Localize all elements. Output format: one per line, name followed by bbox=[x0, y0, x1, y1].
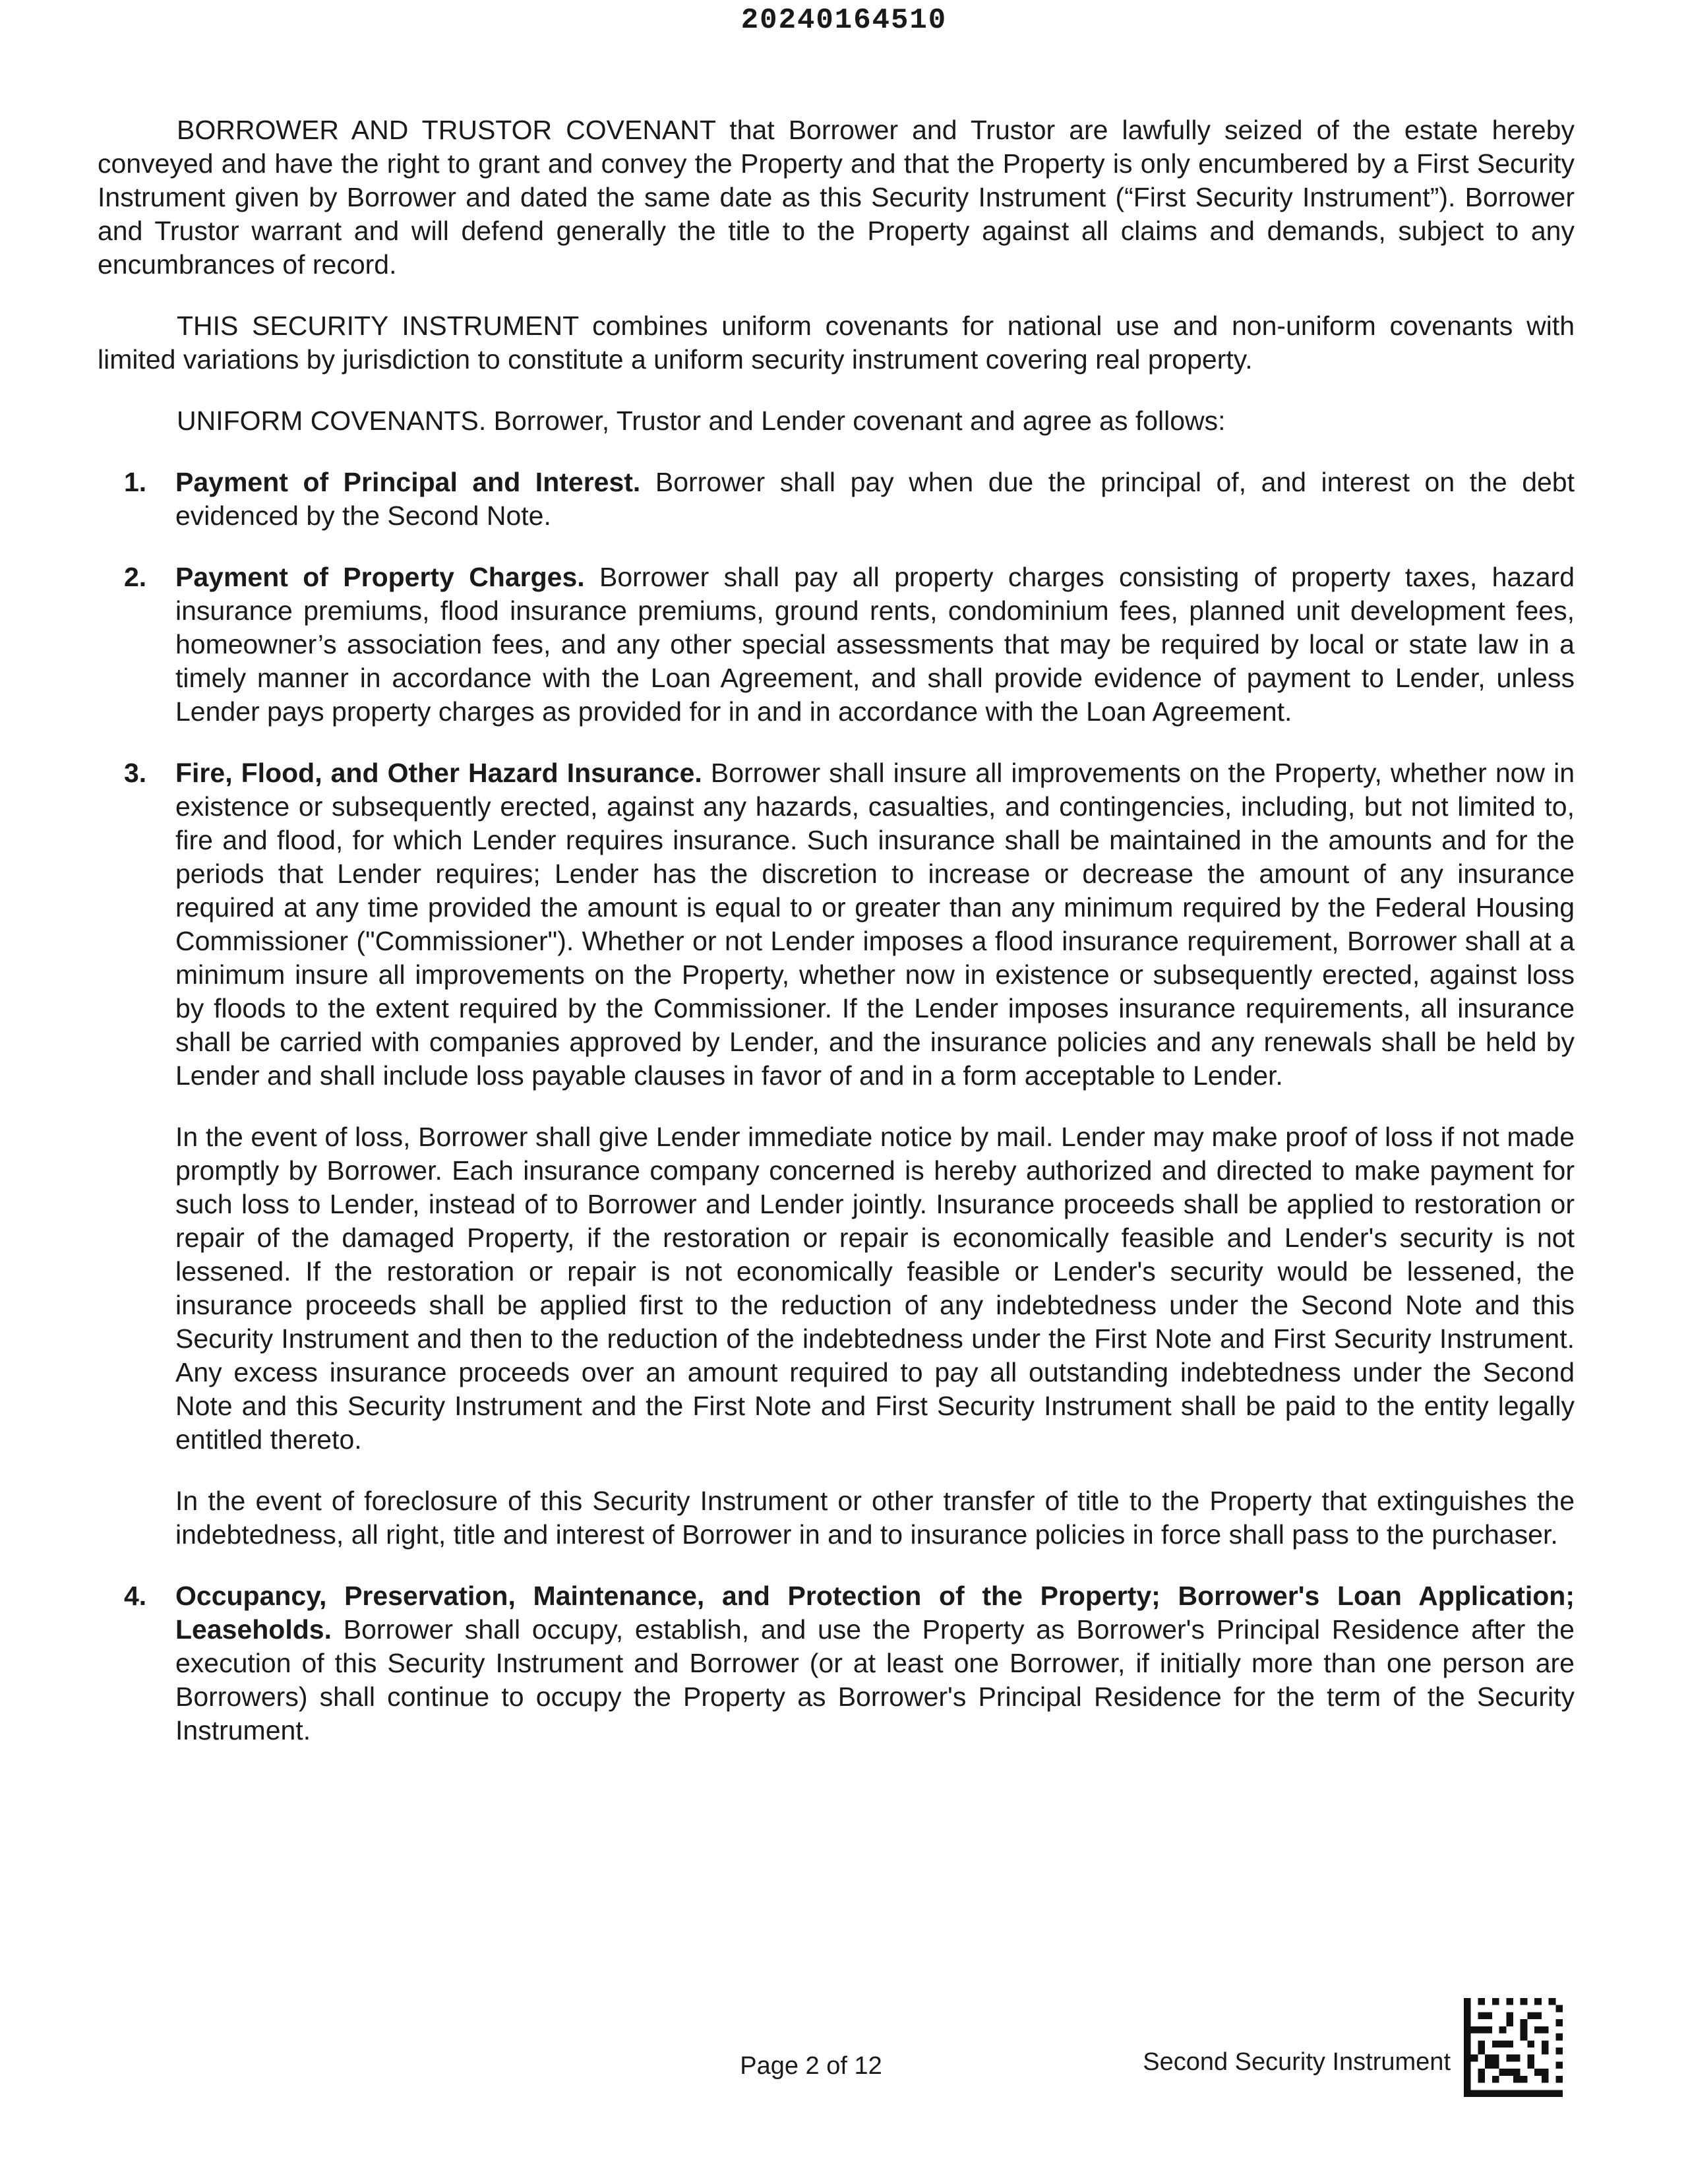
section-body bbox=[175, 1579, 1575, 1747]
section-text: Borrower shall pay when due the principal of, and interest on the debt evidenced by the Second Note. bbox=[175, 467, 1575, 531]
section-3-foreclosure-paragraph: In the event of foreclosure of this Security Instrument or other transfer of title to the Property that extinguishes the indebtedness, all right, title and interest of Borrower in and to insurance policies in force shall pass to the purchaser. bbox=[175, 1486, 1575, 1550]
datamatrix-barcode-icon bbox=[1464, 1998, 1563, 2097]
combines-paragraph: THIS SECURITY INSTRUMENT combines uniform covenants for national use and non-uniform covenants with limited variations by jurisdiction to constitute a uniform security instrument covering real property. bbox=[98, 311, 1575, 375]
section-text: Borrower shall pay all property charges consisting of property taxes, hazard insurance premiums, flood insurance premiums, ground rents, condominium fees, planned unit development fees, homeowner’s association fees, and any other special assessments that may be required by local or state law in a timely manner in accordance with the Loan Agreement, and shall provide evidence of payment to Lender, unless Lender pays property charges as provided for in and in accordance with the Loan Agreement. bbox=[175, 562, 1575, 727]
section-heading: Fire, Flood, and Other Hazard Insurance. bbox=[175, 758, 702, 788]
section-body bbox=[175, 756, 1575, 1093]
section-text: Borrower shall occupy, establish, and use the Property as Borrower's Principal Residence after the execution of this Security Instrument and Borrower (or at least one Borrower, if initially more than one person are Borrowers) shall continue to occupy the Property as Borrower's Principal Residence for the term of the Security Instrument. bbox=[175, 1614, 1575, 1745]
section-heading: Payment of Property Charges. bbox=[175, 562, 585, 592]
footer-document-label: Second Security Instrument bbox=[1143, 2048, 1451, 2076]
section-body bbox=[175, 466, 1575, 533]
section-heading: Occupancy, Preservation, Maintenance, and Protection of the Property; Borrower's Loan Application; Leaseholds. bbox=[175, 1581, 1575, 1645]
section-number: 4. bbox=[124, 1581, 147, 1611]
section-1 bbox=[98, 466, 1575, 533]
section-3 bbox=[98, 756, 1575, 1552]
section-heading: Payment of Principal and Interest. bbox=[175, 467, 641, 497]
section-2 bbox=[98, 561, 1575, 729]
covenant-paragraph: BORROWER AND TRUSTOR COVENANT that Borrower and Trustor are lawfully seized of the estate hereby conveyed and have the right to grant and convey the Property and that the Property is only encumbered by a First Security Instrument given by Borrower and dated the same date as this Security Instrument (“First Security Instrument”). Borrower and Trustor warrant and will defend generally the title to the Property against all claims and demands, subject to any encumbrances of record. bbox=[98, 115, 1575, 280]
section-body bbox=[175, 561, 1575, 729]
section-text: Borrower shall insure all improvements on the Property, whether now in existence or subsequently erected, against any hazards, casualties, and contingencies, including, but not limited to, fire and flood, for which Lender requires insurance. Such insurance shall be maintained in the amounts and for the periods that Lender requires; Lender has the discretion to increase or decrease the amount of any insurance required at any time provided the amount is equal to or greater than any minimum required by the Federal Housing Commissioner ("Commissioner"). Whether or not Lender imposes a flood insurance requirement, Borrower shall at a minimum insure all improvements on the Property, whether now in existence or subsequently erected, against loss by floods to the extent required by the Commissioner. If the Lender imposes insurance requirements, all insurance shall be carried with companies approved by Lender, and the insurance policies and any renewals shall be held by Lender and shall include loss payable clauses in favor of and in a form acceptable to Lender. bbox=[175, 758, 1575, 1091]
section-4 bbox=[98, 1579, 1575, 1747]
section-number: 1. bbox=[124, 467, 147, 497]
document-number: 20240164510 bbox=[740, 4, 948, 37]
uniform-covenants-paragraph: UNIFORM COVENANTS. Borrower, Trustor and Lender covenant and agree as follows: bbox=[177, 406, 1226, 436]
section-number: 2. bbox=[124, 562, 147, 592]
page-number: Page 2 of 12 bbox=[740, 2052, 882, 2080]
section-number: 3. bbox=[124, 758, 147, 788]
section-3-loss-paragraph: In the event of loss, Borrower shall give Lender immediate notice by mail. Lender may make proof of loss if not made promptly by Borrower. Each insurance company concerned is hereby authorized and directed to make payment for such loss to Lender, instead of to Borrower and Lender jointly. Insurance proceeds shall be applied to restoration or repair of the damaged Property, if the restoration or repair is economically feasible and Lender's security is not lessened. If the restoration or repair is not economically feasible or Lender's security would be lessened, the insurance proceeds shall be applied first to the reduction of any indebtedness under the Second Note and this Security Instrument and then to the reduction of the indebtedness under the First Note and First Security Instrument. Any excess insurance proceeds over an amount required to pay all outstanding indebtedness under the Second Note and this Security Instrument and the First Note and First Security Instrument shall be paid to the entity legally entitled thereto. bbox=[175, 1122, 1575, 1455]
document-body bbox=[98, 113, 1575, 1775]
